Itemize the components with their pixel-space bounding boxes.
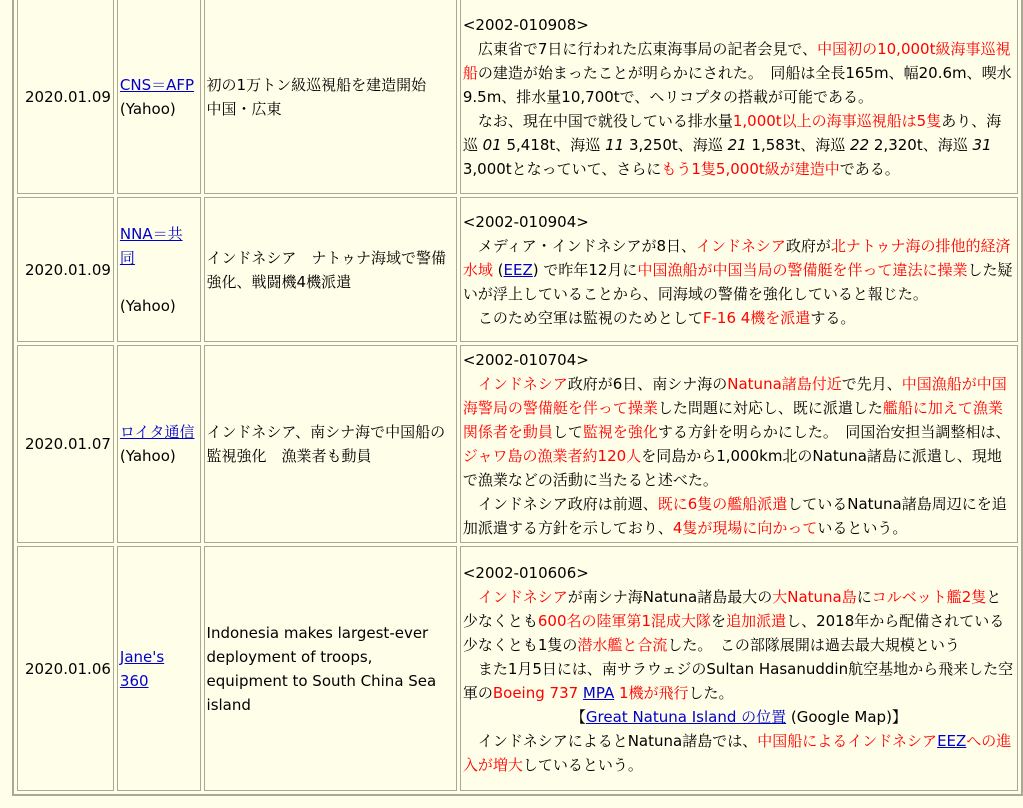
table-row <box>17 0 1018 194</box>
source-link[interactable]: Jane's 360 <box>119 647 165 690</box>
article-paragraph: このため空軍は監視のためとしてF-16 4機を派遣する。 <box>462 308 856 327</box>
article-id: <2002-010904> <box>462 212 589 231</box>
source-via: (Yahoo) <box>119 99 176 118</box>
article-paragraph: メディア・インドネシアが8日、インドネシア政府が北ナトゥナ海の排他的経済水域 (EEZ) で昨年12月に中国漁船が中国当局の警備艇を伴って違法に操業した疑いが浮上していることから、同海域の警備を強化していると報じた。 <box>462 236 1013 303</box>
headline-cell: インドネシア ナトゥナ海域で警備強化、戦闘機4機派遣 <box>204 197 457 342</box>
source-cell <box>117 197 201 342</box>
source-via: (Yahoo) <box>119 447 176 465</box>
table-row <box>17 197 1018 342</box>
table-row <box>17 345 1018 543</box>
date-cell: 2020.01.06 <box>17 546 114 791</box>
article-id: <2002-010704> <box>462 351 589 369</box>
headline-cell: インドネシア、南シナ海で中国船の監視強化 漁業者も動員 <box>204 345 457 543</box>
mpa-link[interactable]: MPA <box>582 683 615 702</box>
headline-cell: Indonesia makes largest-ever deployment of troops, equipment to South China Sea island <box>204 546 457 791</box>
article-paragraph: なお、現在中国で就役している排水量1,000t以上の海事巡視船は5隻あり、海巡 01 5,418t、海巡 11 3,250t、海巡 21 1,583t、海巡 22 2,320t、海巡 31 3,000tとなっていて、さらにもう1隻5,000t級が建造中である。 <box>462 111 1002 178</box>
article-paragraph: インドネシア政府が6日、南シナ海のNatuna諸島付近で先月、中国漁船が中国海警局の警備艇を伴って操業した問題に対応し、既に派遣した艦船に加えて漁業関係者を動員して監視を強化する方針を明らかにした。 同国治安担当調整相は、ジャワ島の漁業者約120人を同島から1,000km北のNatuna諸島に派遣し、現地で漁業などの活動に当たると述べた。 <box>462 375 1011 489</box>
article-cell <box>460 546 1018 791</box>
source-cell <box>117 546 201 791</box>
date-cell: 2020.01.09 <box>17 0 114 194</box>
article-paragraph: インドネシアによるとNatuna諸島では、中国船によるインドネシアEEZへの進入が増大しているという。 <box>462 731 1012 774</box>
article-paragraph: インドネシアが南シナ海Natuna諸島最大の大Natuna島にコルベット艦2隻と少なくとも600名の陸軍第1混成大隊を追加派遣し、2018年から配備されている少なくとも1隻の潜水艦と合流した。 この部隊展開は過去最大規模という <box>462 587 1005 654</box>
headline-line: 初の1万トン級巡視船を建造開始 <box>206 75 427 94</box>
article-paragraph: インドネシア政府は前週、既に6隻の艦船派遣しているNatuna諸島周辺にを追加派遣する方針を示しており、4隻が現場に向かっているという。 <box>462 495 1007 537</box>
table-row <box>17 546 1018 791</box>
source-link[interactable]: CNS＝AFP <box>119 75 195 94</box>
eez-link[interactable]: EEZ <box>937 731 967 750</box>
headline-cell <box>204 0 457 194</box>
article-id: <2002-010606> <box>462 563 589 582</box>
news-table <box>12 0 1023 796</box>
source-cell <box>117 0 201 194</box>
source-link[interactable]: NNA＝共同 <box>119 224 183 267</box>
headline-line: 中国・広東 <box>206 99 282 118</box>
date-cell: 2020.01.07 <box>17 345 114 543</box>
source-cell <box>117 345 201 543</box>
article-id: <2002-010908> <box>462 15 589 34</box>
article-cell <box>460 197 1018 342</box>
article-cell <box>460 0 1018 194</box>
article-paragraph: 広東省で7日に行われた広東海事局の記者会見で、中国初の10,000t級海事巡視船の建造が始まったことが明らかにされた。 同船は全長165m、幅20.6m、喫水9.5m、排水量10,700tで、ヘリコプタの搭載が可能である。 <box>462 39 1012 106</box>
date-cell: 2020.01.09 <box>17 197 114 342</box>
google-map-link[interactable]: Great Natuna Island の位置 <box>585 707 787 726</box>
map-link-line: 【Great Natuna Island の位置 (Google Map)】 <box>570 707 907 726</box>
source-link[interactable]: ロイタ通信 <box>119 423 195 441</box>
article-cell <box>460 345 1018 543</box>
eez-link[interactable]: EEZ <box>503 260 533 279</box>
article-paragraph: また1月5日には、南サラウェジのSultan Hasanuddin航空基地から飛来した空軍のBoeing 737 MPA 1機が飛行した。 <box>462 659 1014 702</box>
source-via: (Yahoo) <box>119 296 176 315</box>
